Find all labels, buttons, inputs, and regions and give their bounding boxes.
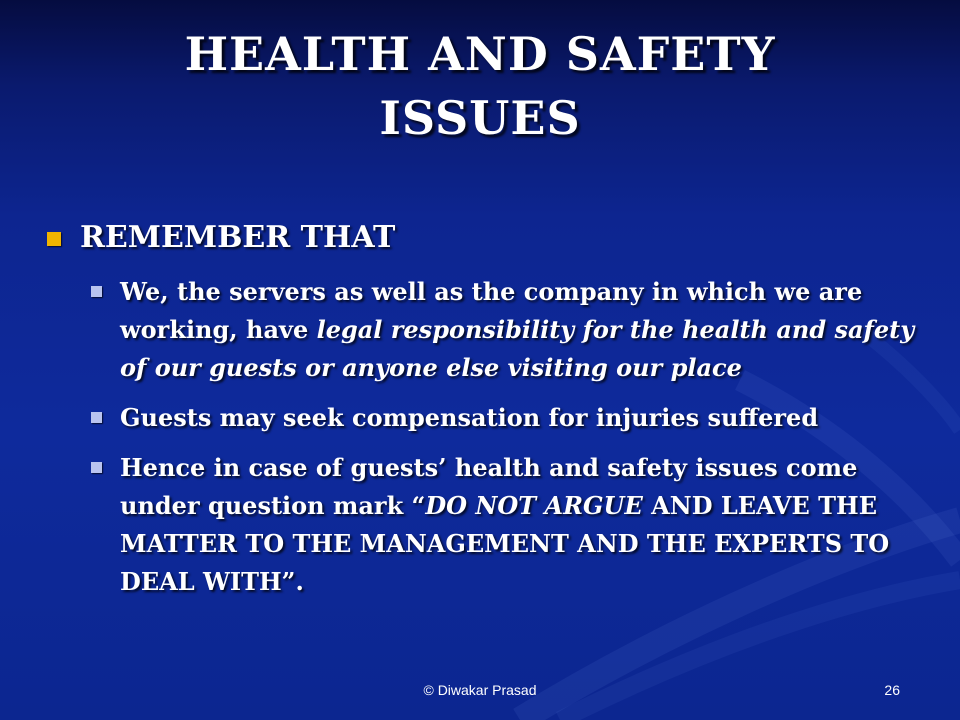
sub-bullet-compensation (80, 399, 920, 437)
sub-bullet-text: Guests may seek compensation for injuries suffered (120, 403, 819, 432)
sub-bullet-text: We, the servers as well as the company in which we are working, have (120, 277, 863, 344)
sub-bullet-text: Hence in case of guests’ health and safety issues come under question mark “ (120, 453, 858, 520)
sub-bullet-text-continued: AND LEAVE THE MATTER TO THE MANAGEMENT AND THE EXPERTS TO DEAL WITH”. (120, 491, 890, 596)
sub-bullet-emphasis-text: DO NOT ARGUE (425, 491, 643, 520)
slide-title-line-2: ISSUES (379, 91, 581, 145)
sub-bullet-emphasis-text: legal responsibility for the health and safety of our guests or anyone else visiting our place (120, 315, 915, 382)
main-bullet-text: REMEMBER THAT (80, 220, 396, 255)
footer-copyright: © Diwakar Prasad (423, 682, 537, 698)
square-bullet-icon (47, 232, 61, 246)
slide-content (40, 215, 920, 613)
sub-bullet-legal-responsibility (80, 273, 920, 387)
main-bullet (40, 215, 920, 261)
sub-bullet-do-not-argue (80, 449, 920, 601)
square-bullet-icon (91, 412, 102, 423)
square-bullet-icon (91, 462, 102, 473)
slide-page-number: 26 (884, 682, 900, 698)
slide-title-line-1: HEALTH AND SAFETY (184, 27, 776, 81)
slide-title (60, 22, 900, 150)
square-bullet-icon (91, 286, 102, 297)
sub-bullet-list (40, 273, 920, 601)
